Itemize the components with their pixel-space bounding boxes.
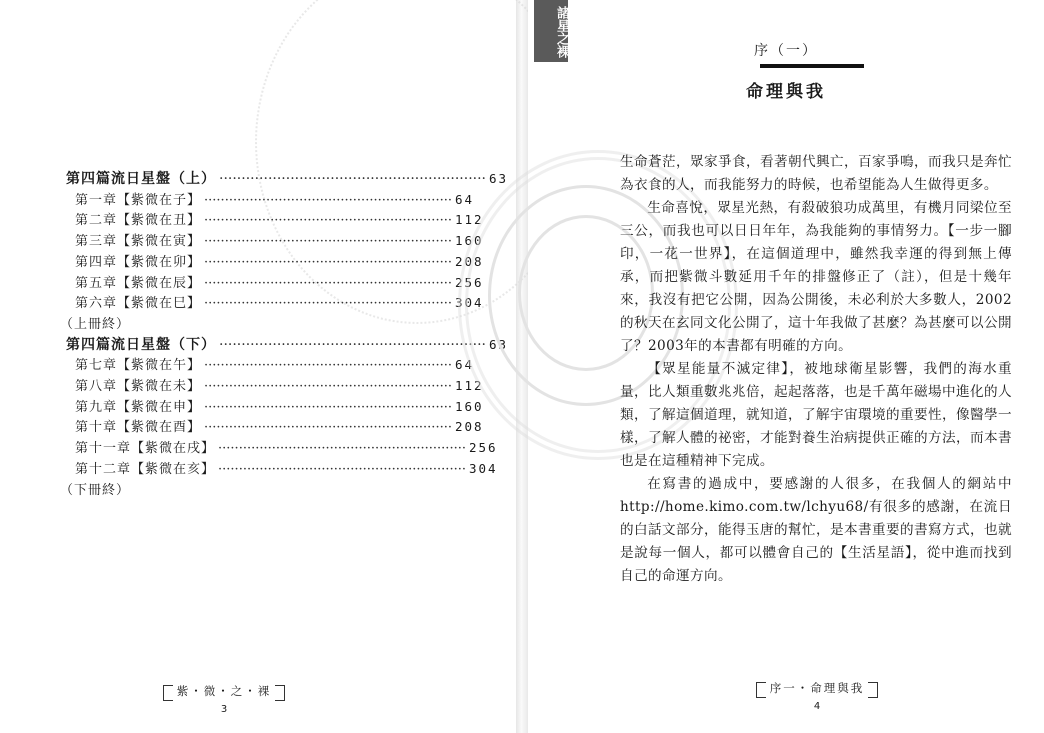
leader-dots: ···························································· bbox=[218, 461, 466, 477]
toc-page-number: 304 bbox=[468, 460, 498, 476]
chapter-title: 【紫微在酉】 bbox=[117, 420, 202, 436]
chapter-title: 【紫微在亥】 bbox=[131, 461, 216, 477]
chapter-label: 第一章 bbox=[75, 192, 118, 208]
footer-bracket-left bbox=[163, 685, 173, 701]
part-title: 流日星盤（上） bbox=[111, 171, 216, 187]
chapter-label: 第十二章 bbox=[75, 461, 132, 477]
right-footer bbox=[756, 680, 878, 712]
chapter-title: 【紫微在午】 bbox=[117, 358, 202, 374]
part-label: 第四篇 bbox=[66, 171, 111, 187]
leader-dots: ···························································· bbox=[204, 399, 452, 415]
toc-chapter-entry bbox=[75, 272, 484, 291]
toc-page-number: 304 bbox=[454, 295, 484, 311]
chapter-label: 第二章 bbox=[75, 213, 118, 229]
leader-dots: ···························································· bbox=[218, 441, 466, 457]
leader-dots: ···························································· bbox=[204, 420, 452, 436]
toc-part-entry bbox=[66, 334, 509, 354]
volume-end-note: （下冊終） bbox=[60, 482, 131, 498]
toc-page-number: 256 bbox=[468, 440, 498, 456]
toc-page-number: 64 bbox=[454, 191, 475, 207]
footer-bracket-left bbox=[756, 682, 766, 698]
toc-chapter-entry bbox=[75, 209, 484, 229]
toc-page-number: 208 bbox=[454, 253, 484, 269]
toc-page-number: 63 bbox=[489, 171, 509, 186]
toc-page-number: 112 bbox=[454, 378, 484, 393]
paragraph: 【眾星能量不滅定律】，被地球衛星影響，我們的海水重量，比人類重數兆兆倍，起起落落，也是千萬年磁場中進化的人類，了解這個道理，就知道，了解宇宙環境的重要性，像醫學一樣，了解人體的祕密，才能對養生治病提供正確的方法，而本書也是在這種精神下完成。 bbox=[620, 361, 1012, 469]
chapter-label: 第七章 bbox=[75, 358, 118, 374]
left-page bbox=[0, 0, 516, 733]
footer-chapter-title: 序一・命理與我 bbox=[769, 681, 865, 695]
toc-chapter-entry bbox=[75, 230, 484, 250]
toc-chapter-entry bbox=[75, 437, 498, 457]
paragraph: 在寫書的過成中，要感謝的人很多，在我個人的網站中http://home.kimo.com.tw/lchyu68/有很多的感謝，在流日的白話文部分，能得玉唐的幫忙，是本書重要的書寫方式，也就是說每一個人，都可以體會自己的【生活星語】，從中進而找到自己的命運方向。 bbox=[620, 476, 1012, 584]
toc-page-number: 63 bbox=[489, 336, 509, 352]
chapter-title: 【紫微在申】 bbox=[117, 399, 202, 415]
chapter-title: 【紫微在未】 bbox=[117, 379, 202, 394]
chapter-label: 第五章 bbox=[75, 275, 118, 291]
chapter-label: 第十章 bbox=[75, 420, 118, 436]
left-footer bbox=[163, 683, 285, 715]
toc-chapter-entry bbox=[75, 292, 484, 312]
leader-dots: ···························································· bbox=[219, 171, 487, 187]
leader-dots: ···························································· bbox=[204, 296, 452, 312]
preface-body bbox=[620, 151, 1012, 588]
chapter-label: 第八章 bbox=[75, 379, 118, 394]
leader-dots: ···························································· bbox=[204, 234, 452, 250]
toc-chapter-entry bbox=[75, 189, 475, 208]
leader-dots: ···························································· bbox=[204, 213, 452, 229]
chapter-title: 【紫微在戌】 bbox=[131, 441, 216, 457]
part-title: 流日星盤（下） bbox=[111, 336, 216, 353]
volume-end-note: （上冊終） bbox=[60, 316, 131, 332]
chapter-title: 【紫微在巳】 bbox=[117, 296, 202, 312]
footer-book-title: 紫・微・之・裸 bbox=[176, 684, 272, 698]
toc-page-number: 208 bbox=[454, 419, 484, 435]
chapter-title: 【紫微在卯】 bbox=[117, 254, 202, 270]
chapter-title: 【紫微在丑】 bbox=[117, 213, 202, 229]
page-number: 4 bbox=[813, 701, 821, 712]
leader-dots: ···························································· bbox=[204, 358, 452, 374]
leader-dots: ···························································· bbox=[219, 336, 487, 353]
chapter-title: 【紫微在子】 bbox=[117, 192, 202, 208]
toc-part-entry bbox=[66, 168, 509, 188]
toc-chapter-entry bbox=[75, 251, 484, 270]
right-page bbox=[528, 0, 1044, 733]
chapter-label: 第四章 bbox=[75, 254, 118, 270]
toc-chapter-entry bbox=[75, 458, 498, 477]
paragraph: 生命喜悅，眾星光熱，有殺破狼功成萬里，有機月同梁位至三公，而我也可以日日年年，為我能夠的事情努力。【一步一腳印，一花一世界】，在這個道理中，雖然我幸運的得到無上傳承，而把紫微斗數延用千年的排盤修正了（註），但是十幾年來，我沒有把它公開，因為公開後，未必利於大多數人，2002的秋天在玄同文化公開了，這十年我做了甚麼？為甚麼可以公開了？2003年的本書都有明確的方向。 bbox=[620, 200, 1012, 354]
toc-chapter-entry bbox=[75, 375, 484, 394]
footer-bracket-right bbox=[275, 685, 285, 701]
toc-chapter-entry bbox=[75, 354, 475, 374]
page-number: 3 bbox=[220, 704, 228, 715]
chapter-label: 第十一章 bbox=[75, 441, 132, 457]
paragraph: 生命蒼茫，眾家爭食，看著朝代興亡，百家爭鳴，而我只是奔忙為衣食的人，而我能努力的時候，也希望能為人生做得更多。 bbox=[620, 154, 1012, 193]
title-rule bbox=[760, 64, 864, 68]
toc-page-number: 64 bbox=[454, 357, 475, 373]
chapter-label: 第九章 bbox=[75, 399, 118, 415]
toc-page-number: 256 bbox=[454, 274, 484, 290]
vertical-book-title: 諸星之裸 bbox=[534, 0, 568, 62]
leader-dots: ···························································· bbox=[204, 192, 452, 208]
leader-dots: ···························································· bbox=[204, 379, 452, 394]
toc-page-number: 160 bbox=[454, 233, 484, 249]
toc-page-number: 112 bbox=[454, 212, 484, 228]
chapter-label: 第六章 bbox=[75, 296, 118, 312]
preface-label: 序（一） bbox=[754, 43, 818, 59]
toc-chapter-entry bbox=[75, 416, 484, 436]
chapter-title: 【紫微在寅】 bbox=[117, 234, 202, 250]
chapter-title: 【紫微在辰】 bbox=[117, 275, 202, 291]
toc-chapter-entry bbox=[75, 396, 484, 415]
toc-page-number: 160 bbox=[454, 398, 484, 414]
chapter-label: 第三章 bbox=[75, 234, 118, 250]
leader-dots: ···························································· bbox=[204, 275, 452, 291]
part-label: 第四篇 bbox=[66, 336, 111, 353]
leader-dots: ···························································· bbox=[204, 254, 452, 270]
page-title: 命理與我 bbox=[746, 82, 826, 102]
footer-bracket-right bbox=[868, 682, 878, 698]
